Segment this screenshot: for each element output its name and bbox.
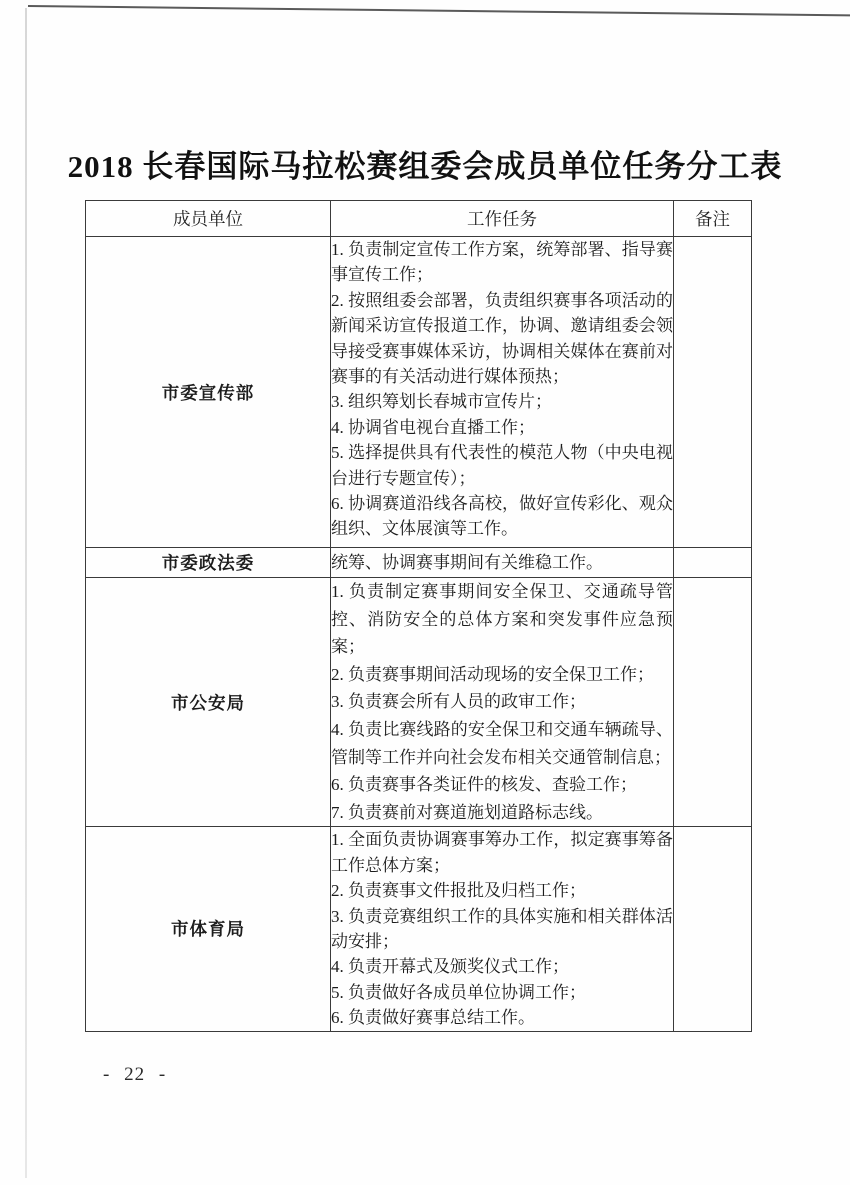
task-item: 2. 负责赛事文件报批及归档工作； [331,881,586,901]
remark-cell [674,548,752,578]
table-row-public-security-bureau [86,578,752,827]
remark-cell [674,578,752,827]
task-item: 3. 组织筹划长春城市宣传片； [331,392,552,412]
tasks-cell [331,548,674,578]
scan-artifact-top-line [28,5,850,16]
task-item: 5. 负责做好各成员单位协调工作； [331,982,586,1002]
task-item: 4. 协调省电视台直播工作； [331,417,535,437]
task-item: 1. 全面负责协调赛事筹办工作，拟定赛事筹备工作总体方案； [331,830,673,875]
table-header-row [86,201,752,237]
remark-cell [674,237,752,548]
unit-cell: 市委政法委 [86,548,331,578]
table-row-sports-bureau [86,827,752,1031]
task-item: 4. 负责开幕式及颁奖仪式工作； [331,957,569,977]
task-item: 5. 选择提供具有代表性的模范人物（中央电视台进行专题宣传）； [331,443,673,488]
task-item: 3. 负责赛会所有人员的政审工作； [331,692,586,712]
unit-cell: 市体育局 [86,827,331,1031]
page-number: - 22 - [103,1064,167,1085]
task-assignment-table [85,200,752,1032]
table-row-politics-law-committee [86,548,752,578]
remark-cell [674,827,752,1031]
tasks-cell [331,237,674,548]
tasks-cell [331,578,674,827]
document-title: 2018 长春国际马拉松赛组委会成员单位任务分工表 [67,149,783,184]
header-task: 工作任务 [331,201,674,237]
task-item: 2. 负责赛事期间活动现场的安全保卫工作； [331,664,654,684]
task-item: 3. 负责竞赛组织工作的具体实施和相关群体活动安排； [331,906,673,951]
task-item: 统筹、协调赛事期间有关维稳工作。 [331,552,603,572]
header-unit: 成员单位 [86,201,331,237]
tasks-cell [331,827,674,1031]
task-item: 6. 协调赛道沿线各高校，做好宣传彩化、观众组织、文体展演等工作。 [331,494,673,539]
task-item: 1. 负责制定宣传工作方案，统筹部署、指导赛事宣传工作； [331,240,673,285]
task-item: 6. 负责做好赛事总结工作。 [331,1008,535,1028]
task-item: 1. 负责制定赛事期间安全保卫、交通疏导管控、消防安全的总体方案和突发事件应急预案； [331,582,673,657]
table-row-propaganda-dept [86,237,752,548]
unit-cell: 市委宣传部 [86,237,331,548]
task-item: 7. 负责赛前对赛道施划道路标志线。 [331,802,603,822]
task-item: 2. 按照组委会部署，负责组织赛事各项活动的新闻采访宣传报道工作，协调、邀请组委会领导接受赛事媒体采访，协调相关媒体在赛前对赛事的有关活动进行媒体预热； [331,290,673,387]
task-item: 4. 负责比赛线路的安全保卫和交通车辆疏导、管制等工作并向社会发布相关交通管制信息； [331,719,673,767]
unit-cell: 市公安局 [86,578,331,827]
header-remark: 备注 [674,201,752,237]
task-item: 6. 负责赛事各类证件的核发、查验工作； [331,775,637,795]
